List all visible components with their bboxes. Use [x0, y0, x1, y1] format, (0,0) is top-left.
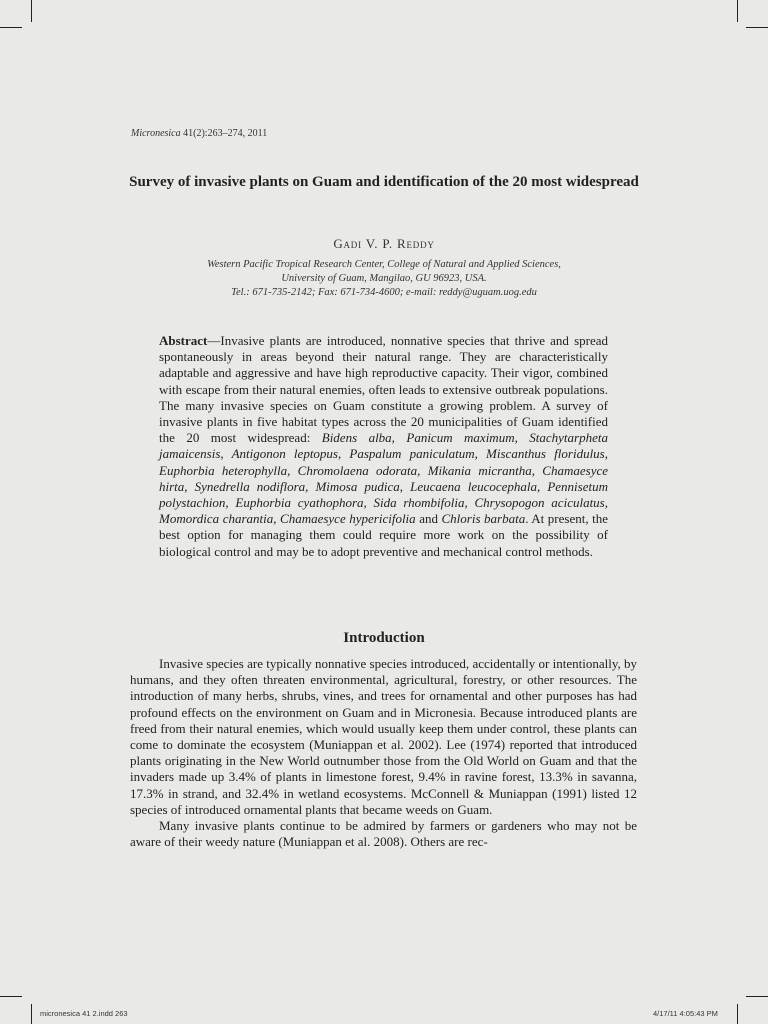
abstract-label: Abstract	[159, 333, 208, 348]
crop-mark-bottom-right-h	[746, 996, 768, 997]
abstract-text-end: . At present, the best option for managing them could require more work on the possibility of biological control and may be to adopt preventive and mechanical control methods.	[159, 511, 609, 559]
print-slug-filename: micronesica 41 2.indd 263	[40, 1009, 128, 1018]
crop-mark-bottom-left-v	[31, 1004, 32, 1024]
crop-mark-bottom-left-h	[0, 996, 22, 997]
abstract-and: and	[415, 511, 442, 527]
abstract-species-list: Bidens alba, Panicum maximum, Stachytarpheta jamaicensis, Antigonon leptopus, Paspalum paniculatum, Miscanthus floridulus, Euphorbia heterophylla, Chromolaena odorata, Mikania micrantha, Chamaesyce hirta, Synedrella nodiflora, Mimosa pudica, Leucaena leucocephala, Pennisetum polystachion, Euphorbia cyathophora, Sida rhombifolia, Chrysopogon aciculatus, Momordica charantia, Chamaesyce hypericifolia	[159, 430, 608, 527]
author-name: Gadi V. P. Reddy	[333, 236, 435, 251]
abstract-dash: —	[207, 333, 221, 348]
introduction-paragraph-2: Many invasive plants continue to be admired by farmers or gardeners who may not be aware of their weedy nature (Muniappan et al. 2008). Others are rec-	[130, 818, 637, 850]
crop-mark-top-left-v	[31, 0, 32, 22]
journal-volume-pages: 41(2):263–274, 2011	[180, 128, 268, 139]
introduction-paragraph-1: Invasive species are typically nonnative species introduced, accidentally or intentionally, by humans, and they often threaten environmental, agricultural, forestry, or other resources. The introduction of many herbs, shrubs, vines, and trees for ornamental and other purposes has had profound effects on the environment on Guam and in Micronesia. Because introduced plants are freed from their natural enemies, which would usually keep them under control, these plants can come to dominate the ecosystem (Muniappan et al. 2002). Lee (1974) reported that introduced plants originating in the New World outnumber those from the Old World on Guam and that the invaders made up 3.4% of plants in limestone forest, 9.4% in ravine forest, 13.3% in savanna, 17.3% in strand, and 32.4% in wetland ecosystems. McConnell & Muniappan (1991) listed 12 species of introduced ornamental plants that became weeds on Guam.	[130, 656, 637, 817]
crop-mark-top-right-v	[737, 0, 738, 22]
abstract-text-start: Invasive plants are introduced, nonnative species that thrive and spread spontaneously in areas beyond their natural range. They are characteristically adaptable and aggressive and have high reproductive capacity. Their vigor, combined with escape from their natural enemies, often leads to extensive outbreak populations. The many invasive species on Guam constitute a growing problem. A survey of invasive plants in five habitat types across the 20 municipalities of Guam identified the 20 most widespread:	[159, 333, 608, 446]
section-heading-introduction: Introduction	[343, 630, 425, 646]
journal-reference	[131, 128, 267, 139]
affiliation-line-1: Western Pacific Tropical Research Center, College of Natural and Applied Sciences,	[207, 259, 561, 270]
crop-mark-top-left-h	[0, 27, 22, 28]
journal-name: Micronesica	[131, 128, 181, 139]
print-slug-timestamp: 4/17/11 4:05:43 PM	[653, 1009, 718, 1018]
abstract	[159, 333, 608, 560]
introduction-body	[130, 656, 637, 850]
author-affiliation	[140, 258, 628, 300]
paper-title: Survey of invasive plants on Guam and identification of the 20 most widespread	[129, 174, 639, 190]
abstract-species-last: Chloris barbata	[441, 511, 526, 527]
crop-mark-bottom-right-v	[737, 1004, 738, 1024]
crop-mark-top-right-h	[746, 27, 768, 28]
affiliation-line-2: University of Guam, Mangilao, GU 96923, USA.	[281, 273, 487, 284]
affiliation-contact: Tel.: 671-735-2142; Fax: 671-734-4600; e-mail: reddy@uguam.uog.edu	[231, 287, 537, 298]
